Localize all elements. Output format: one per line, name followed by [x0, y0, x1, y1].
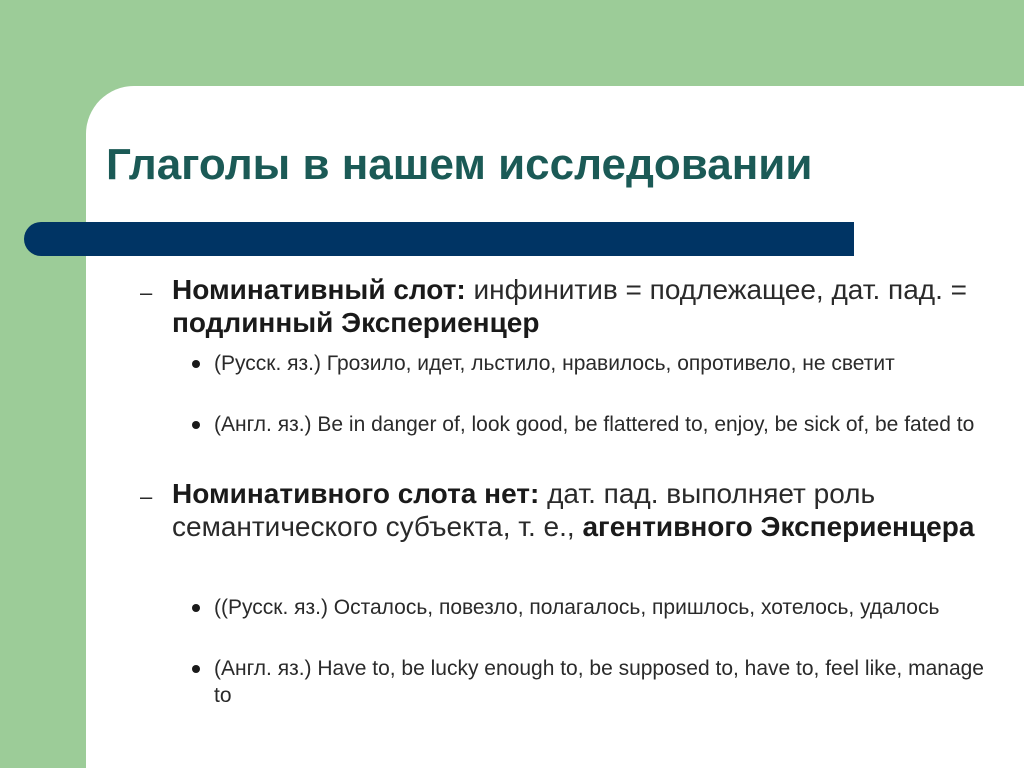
- bullet-item: [172, 273, 992, 339]
- sub-bullet-item: (Русск. яз.) Грозило, идет, льстило, нравилось, опротивело, не светит: [214, 352, 895, 375]
- bullet-dash: –: [140, 280, 153, 305]
- bullet-bold-lead: Номинативный слот:: [172, 274, 466, 305]
- bullet-text: дат. пад. выполняет роль семантического субъекта, т. е.,: [172, 478, 876, 542]
- bullet-item: [172, 477, 992, 543]
- bullet-dot: [192, 665, 200, 673]
- bullet-bold-lead: Номинативного слота нет:: [172, 478, 540, 509]
- bullet-bold-term: подлинный Экспериенцер: [172, 307, 540, 338]
- sub-bullet-item: (Англ. яз.) Be in danger of, look good, be flattered to, enjoy, be sick of, be fated to: [214, 413, 975, 436]
- bullet-dot: [192, 421, 200, 429]
- bullet-dot: [192, 360, 200, 368]
- sub-bullet-item: ((Русск. яз.) Осталось, повезло, полагалось, пришлось, хотелось, удалось: [214, 596, 940, 619]
- title-underline-bar: [24, 222, 854, 256]
- bullet-bold-term: агентивного Экспериенцера: [582, 511, 975, 542]
- bullet-text: инфинитив = подлежащее, дат. пад. =: [465, 274, 968, 305]
- sub-bullet-item: (Англ. яз.) Have to, be lucky enough to, be supposed to, have to, feel like, manage to: [214, 657, 984, 707]
- bullet-dot: [192, 604, 200, 612]
- bullet-dash: –: [140, 484, 153, 509]
- slide-title: Глаголы в нашем исследовании: [106, 140, 813, 189]
